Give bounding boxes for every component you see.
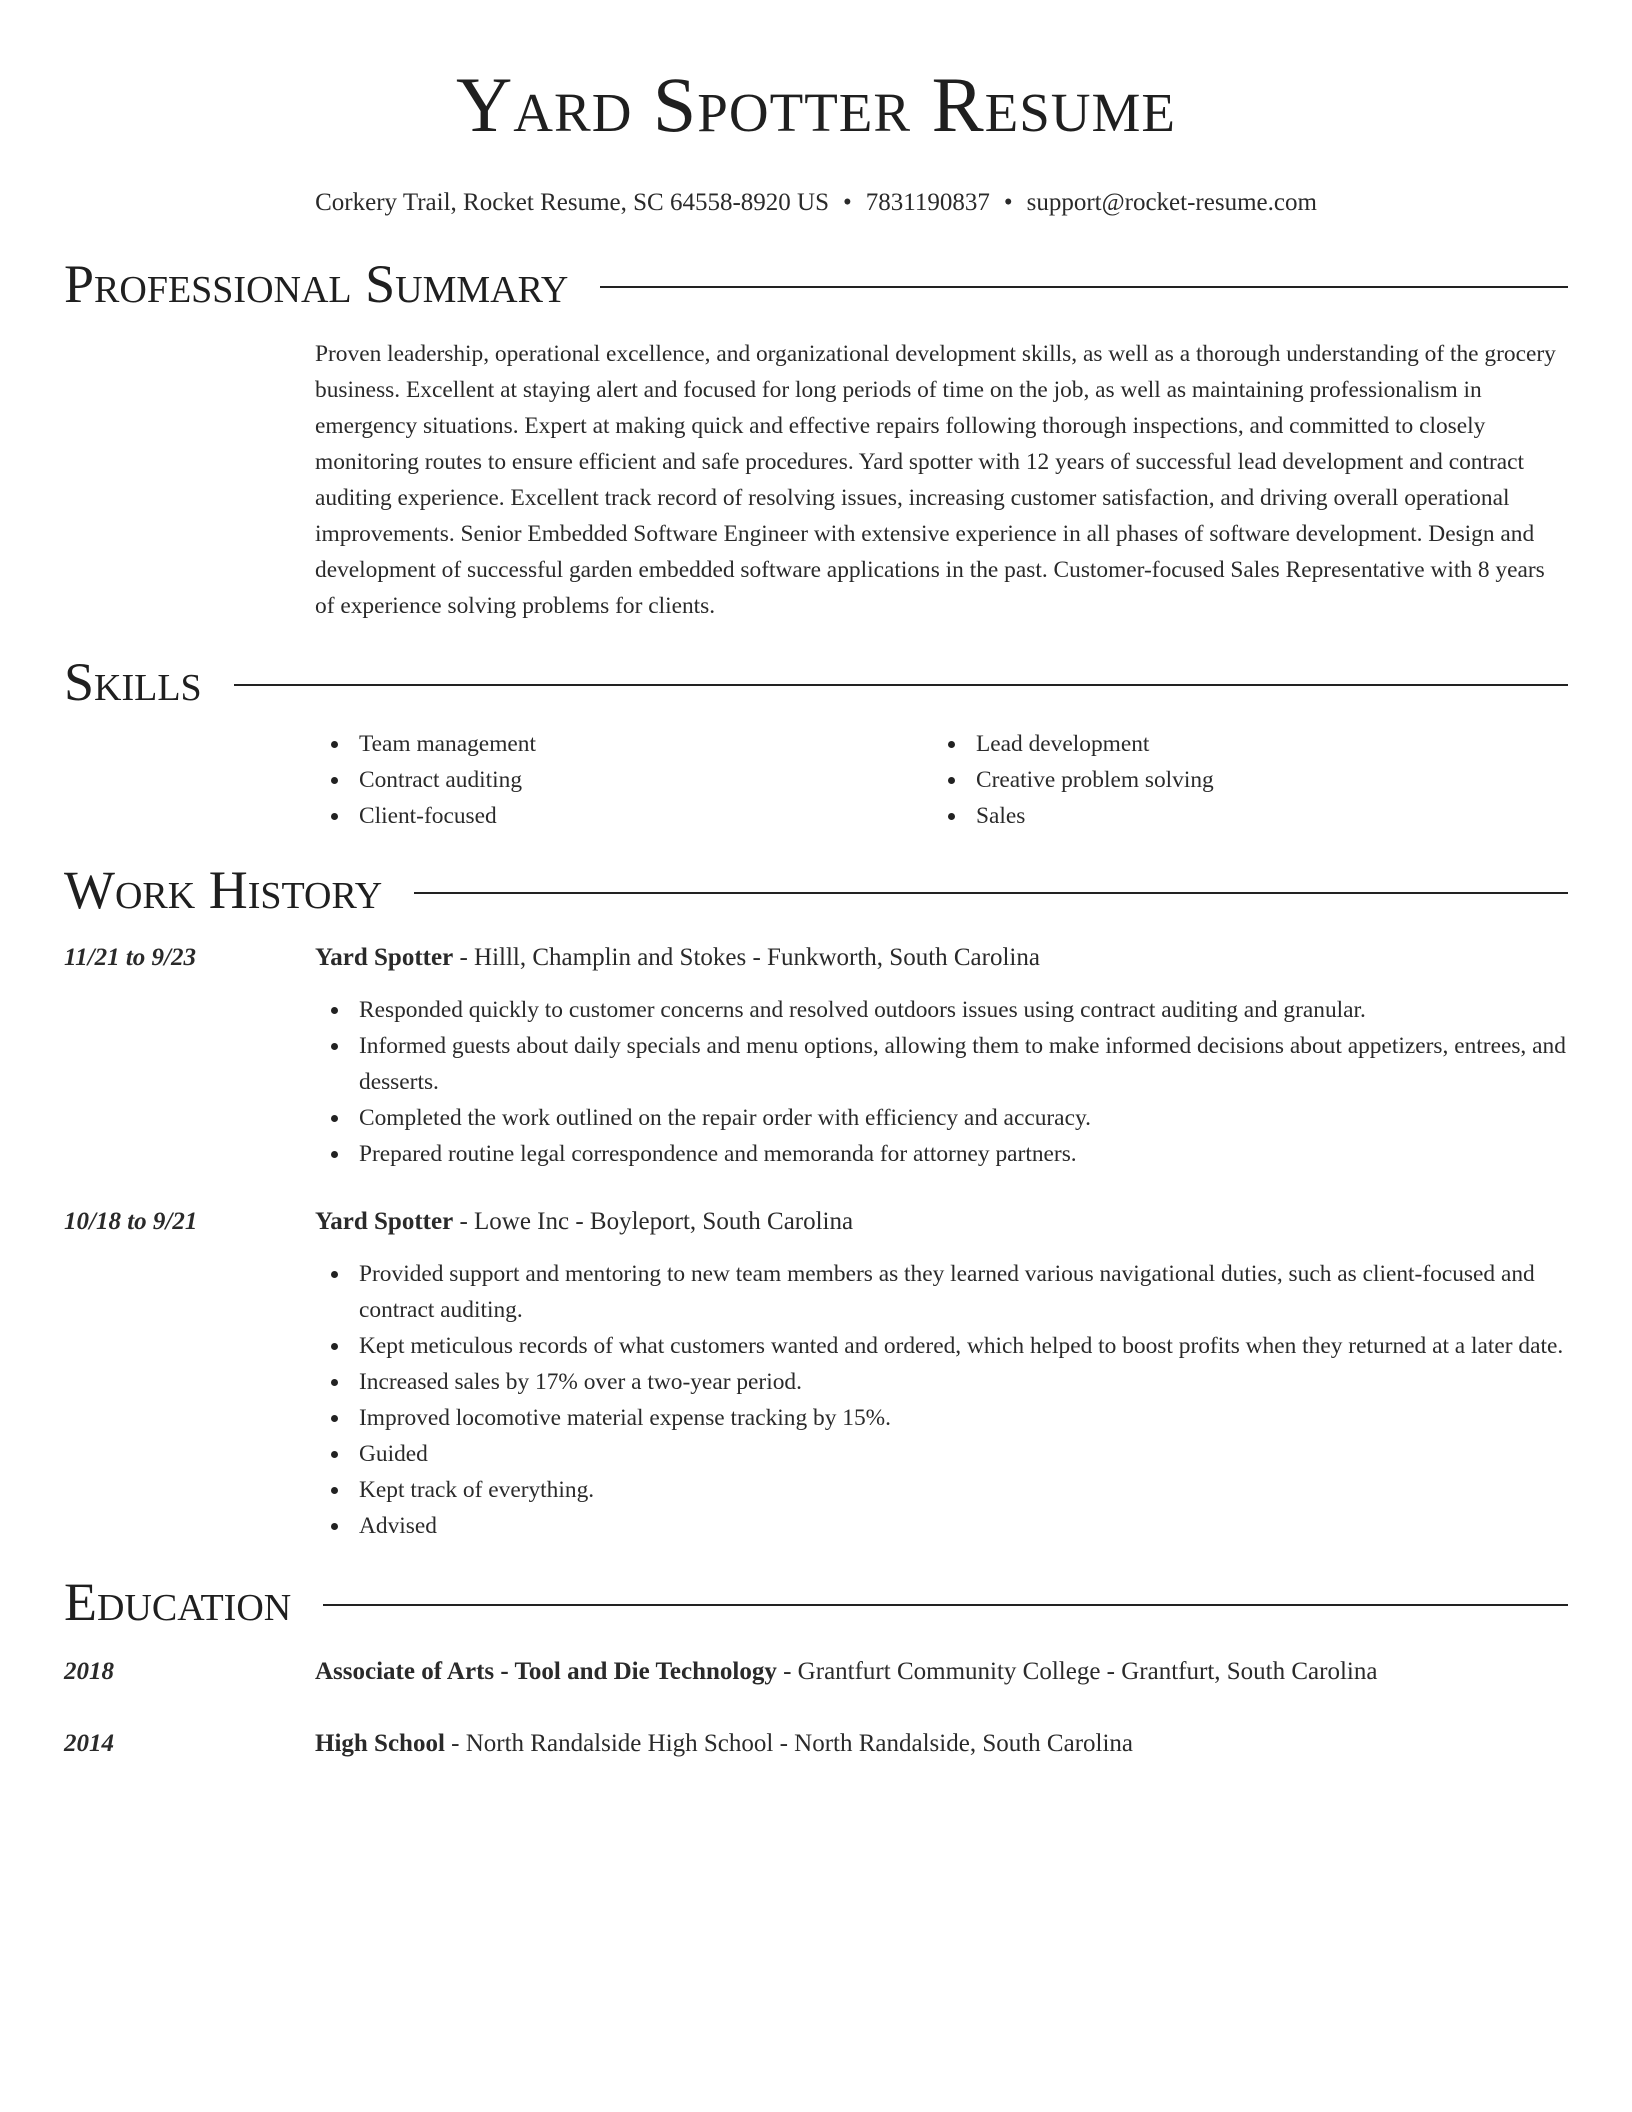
education-section-header	[64, 1572, 1568, 1632]
job-dates: 11/21 to 9/23	[64, 944, 196, 971]
job-bullets	[315, 1256, 1568, 1544]
summary-section-header	[64, 254, 1568, 314]
skills-section-header	[64, 652, 1568, 712]
skill-item: Team management	[315, 726, 932, 762]
skill-item: Sales	[932, 798, 1549, 834]
section-divider	[600, 286, 1568, 288]
education-body	[315, 1726, 1568, 1762]
job-headline	[315, 940, 1568, 976]
education-details: - North Randalside High School - North Randalside, South Carolina	[444, 1730, 1134, 1757]
work-section-header	[64, 860, 1568, 920]
skill-item: Client-focused	[315, 798, 932, 834]
skills-column-right	[932, 726, 1549, 834]
contact-line	[64, 186, 1568, 220]
job-bullet: Informed guests about daily specials and menu options, allowing them to make informed decisions about appetizers, entrees, and desserts.	[315, 1028, 1568, 1100]
job-title: Yard Spotter	[315, 1208, 454, 1235]
job-body	[315, 1204, 1568, 1544]
job-bullet: Increased sales by 17% over a two-year period.	[315, 1364, 1568, 1400]
skill-item: Lead development	[932, 726, 1549, 762]
job-entry	[64, 1204, 1568, 1544]
education-headline	[315, 1654, 1568, 1690]
job-bullet: Kept meticulous records of what customers wanted and ordered, which helped to boost profits when they returned at a later date.	[315, 1328, 1568, 1364]
skills-column-left	[315, 726, 932, 834]
job-bullet: Provided support and mentoring to new team members as they learned various navigational duties, such as client-focused and contract auditing.	[315, 1256, 1568, 1328]
education-entry	[64, 1726, 1568, 1762]
education-headline	[315, 1726, 1568, 1762]
job-headline	[315, 1204, 1568, 1240]
education-degree: Associate of Arts - Tool and Die Technology	[315, 1658, 777, 1685]
section-divider	[234, 684, 1568, 686]
education-body	[315, 1654, 1568, 1690]
job-details: - Lowe Inc - Boyleport, South Carolina	[453, 1208, 854, 1235]
education-entry	[64, 1654, 1568, 1690]
contact-address: Corkery Trail, Rocket Resume, SC 64558-8920 US	[315, 189, 829, 216]
contact-separator: •	[843, 189, 852, 216]
section-title-work: Work History	[64, 860, 383, 920]
job-dates: 10/18 to 9/21	[64, 1208, 198, 1235]
job-body	[315, 940, 1568, 1172]
job-bullet: Guided	[315, 1436, 1568, 1472]
job-details: - Hilll, Champlin and Stokes - Funkworth, South Carolina	[453, 944, 1040, 971]
job-entry	[64, 940, 1568, 1172]
education-details: - Grantfurt Community College - Grantfurt, South Carolina	[776, 1658, 1378, 1685]
section-title-summary: Professional Summary	[64, 254, 569, 314]
job-bullet: Kept track of everything.	[315, 1472, 1568, 1508]
education-degree: High School	[315, 1730, 445, 1757]
skills-list	[315, 726, 1568, 834]
section-divider	[414, 892, 1568, 894]
education-year: 2014	[64, 1730, 114, 1757]
job-bullet: Improved locomotive material expense tracking by 15%.	[315, 1400, 1568, 1436]
section-title-education: Education	[64, 1572, 292, 1632]
contact-phone: 7831190837	[865, 189, 990, 216]
job-bullets	[315, 992, 1568, 1172]
job-bullet: Advised	[315, 1508, 1568, 1544]
resume-title: Yard Spotter Resume	[455, 61, 1177, 148]
skill-item: Contract auditing	[315, 762, 932, 798]
summary-text: Proven leadership, operational excellence, and organizational development skills, as well as a thorough understanding of the grocery business. Excellent at staying alert and focused for long periods of time on the job, as well as maintaining professionalism in emergency situations. Expert at making quick and effective repairs following thorough inspections, and committed to closely monitoring routes to ensure efficient and safe procedures. Yard spotter with 12 years of successful lead development and contract auditing experience. Excellent track record of resolving issues, increasing customer satisfaction, and driving overall operational improvements. Senior Embedded Software Engineer with extensive experience in all phases of software development. Design and development of successful garden embedded software applications in the past. Customer-focused Sales Representative with 8 years of experience solving problems for clients.	[315, 341, 1556, 619]
section-divider	[323, 1604, 1568, 1606]
job-bullet: Completed the work outlined on the repair order with efficiency and accuracy.	[315, 1100, 1568, 1136]
section-title-skills: Skills	[64, 652, 202, 712]
contact-separator: •	[1003, 189, 1013, 216]
job-title: Yard Spotter	[315, 944, 454, 971]
contact-email: support@rocket-resume.com	[1026, 189, 1317, 216]
education-year: 2018	[64, 1658, 114, 1685]
job-bullet: Responded quickly to customer concerns and resolved outdoors issues using contract auditing and granular.	[315, 992, 1568, 1028]
job-bullet: Prepared routine legal correspondence and memoranda for attorney partners.	[315, 1136, 1568, 1172]
skill-item: Creative problem solving	[932, 762, 1549, 798]
